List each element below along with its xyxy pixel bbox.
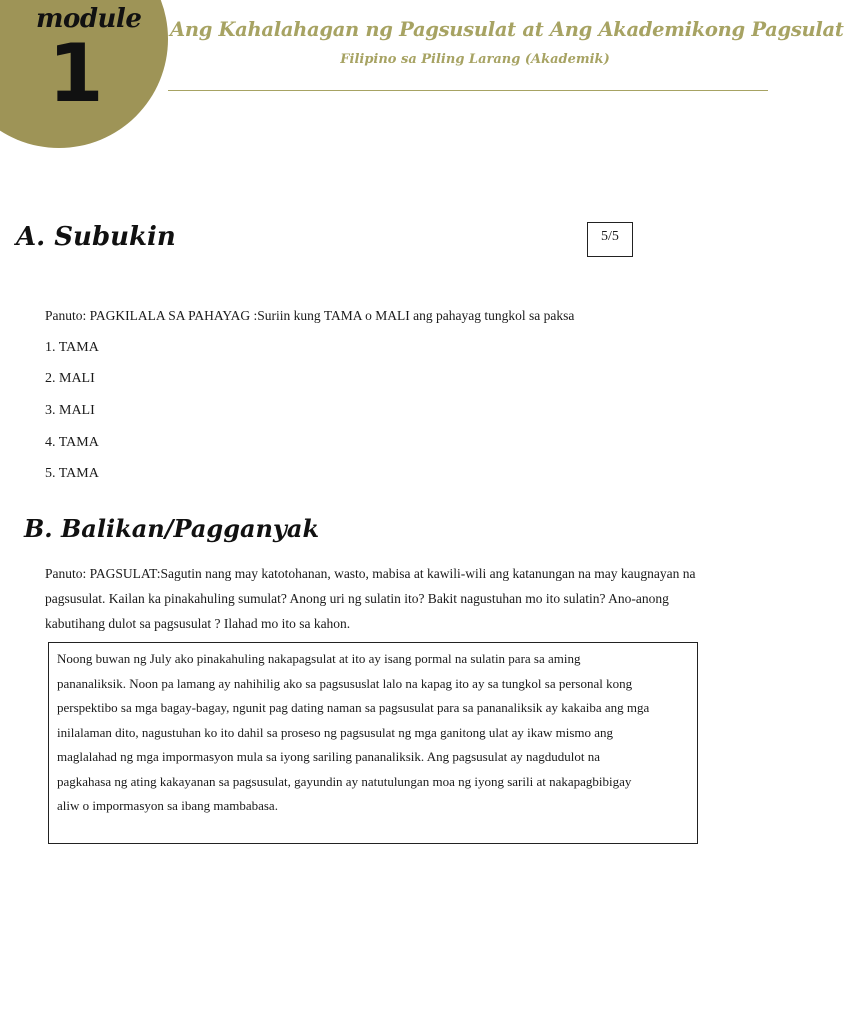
answer-item: 5. TAMA bbox=[45, 466, 99, 481]
answer-line: pananaliksik. Noon pa lamang ay nahihilig ako sa pagsususlat lalo na kapag ito ay sa tungkol sa personal kong bbox=[57, 675, 633, 691]
answer-item: 3. MALI bbox=[45, 403, 95, 418]
answer-item: 4. TAMA bbox=[45, 435, 99, 450]
answer-item: 2. MALI bbox=[45, 371, 95, 386]
section-a-title: A. Subukin bbox=[16, 222, 176, 252]
answer-line: aliw o impormasyon sa ibang mambabasa. bbox=[57, 798, 278, 813]
answer-item: 1. TAMA bbox=[45, 340, 99, 355]
instruction-line: pagsusulat. Kailan ka pinakahuling sumulat? Anong uri ng sulatin ito? Bakit nagustuhan mo ito sulatin? Ano-anong bbox=[45, 591, 669, 606]
answer-text-box bbox=[48, 642, 698, 844]
answer-line: perspektibo sa mga bagay-bagay, ngunit pag dating naman sa pagsusulat para sa pananaliksik ay kakaiba ang mga bbox=[57, 700, 650, 715]
module-label: module bbox=[36, 4, 142, 34]
module-number: 1 bbox=[48, 27, 104, 120]
section-b-title: B. Balikan/Pagganyak bbox=[24, 514, 320, 543]
section-a-instruction: Panuto: PAGKILALA SA PAHAYAG :Suriin kung TAMA o MALI ang pahayag tungkol sa paksa bbox=[45, 308, 575, 323]
answer-line: inilalaman dito, nagustuhan ko ito dahil sa proseso ng pagsusulat ng mga ganitong ulat ay ikaw mismo ang bbox=[57, 724, 614, 740]
answer-line: maglalahad ng mga impormasyon mula sa iyong sariling pananaliksik. Ang pagsusulat ay nagdudulot na bbox=[57, 749, 601, 764]
header-divider bbox=[168, 90, 768, 91]
answer-line: Noong buwan ng July ako pinakahuling nakapagsulat at ito ay isang pormal na sulatin para sa aming bbox=[57, 651, 581, 666]
answer-line: pagkahasa ng ating kakayanan sa pagsusulat, gayundin ay natutulungan moa ng iyong sarili at nakapagbibigay bbox=[57, 773, 632, 789]
score-box: 5/5 bbox=[587, 222, 633, 257]
document-title: Ang Kahalahagan ng Pagsusulat at Ang Akademikong Pagsulat bbox=[170, 18, 844, 41]
instruction-line: kabutihang dulot sa pagsusulat ? Ilahad mo ito sa kahon. bbox=[45, 616, 351, 631]
instruction-line: Panuto: PAGSULAT:Sagutin nang may katotohanan, wasto, mabisa at kawili-wili ang katanungan na may kaugnayan na bbox=[45, 566, 696, 581]
section-b-instruction bbox=[45, 561, 735, 636]
document-subtitle: Filipino sa Piling Larang (Akademik) bbox=[340, 52, 610, 67]
